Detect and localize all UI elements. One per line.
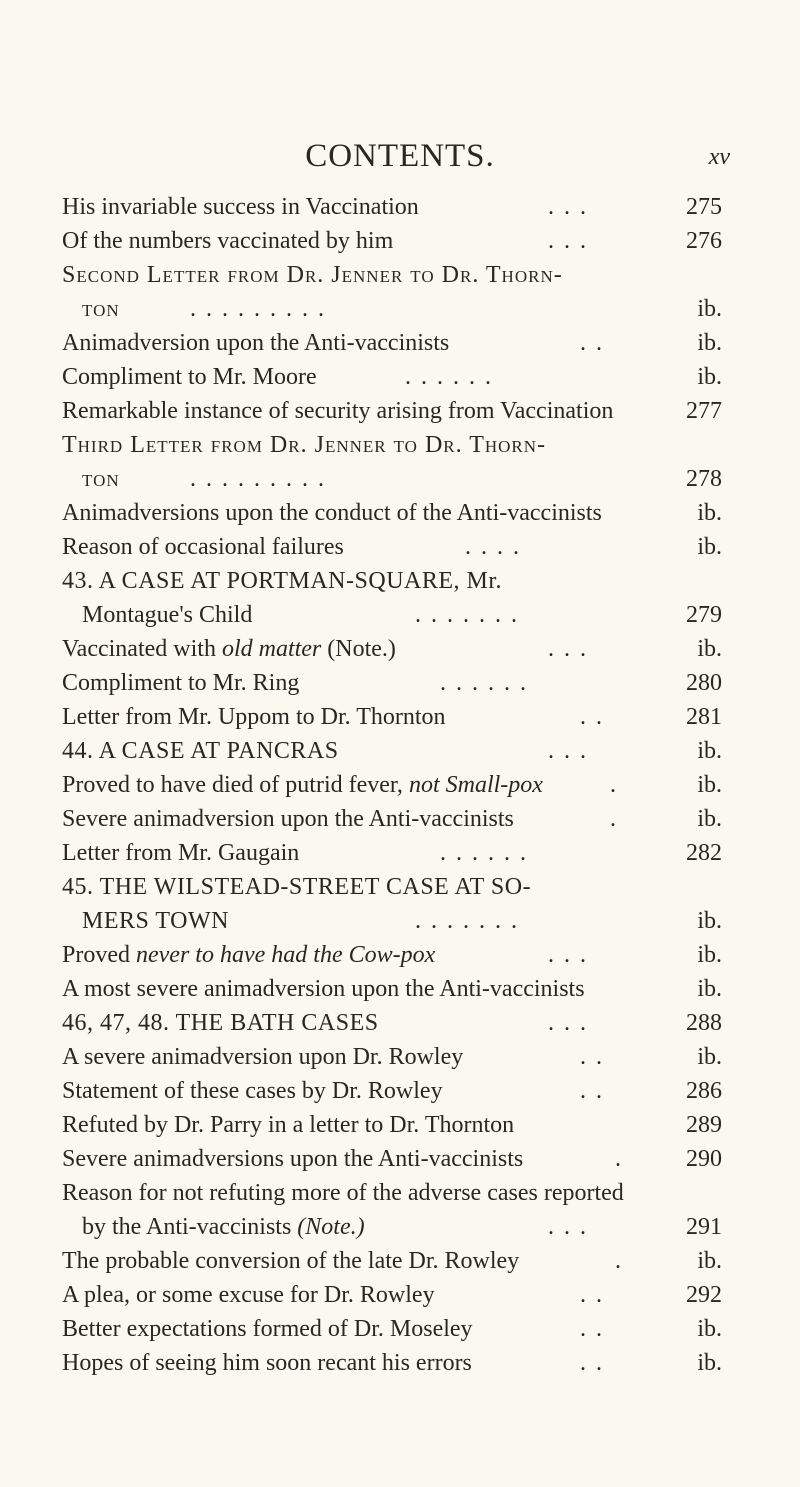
entry-page: 281 — [686, 704, 722, 730]
contents-entry — [0, 1074, 800, 1108]
leader-dots: . . . — [548, 738, 588, 764]
entry-text-italic: not Small-pox — [408, 772, 543, 798]
leader-dots: . — [615, 1248, 623, 1274]
contents-entry — [0, 292, 800, 326]
entry-text: Third Letter from Dr. Jenner to Dr. Thorn- — [62, 432, 547, 458]
entry-text: Compliment to Mr. Ring — [62, 670, 300, 696]
entry-page: 289 — [686, 1112, 722, 1138]
entry-text-part: Vaccinated with — [62, 636, 222, 662]
entry-page: ib. — [697, 772, 722, 798]
leader-dots: . . . — [548, 942, 588, 968]
entry-text-part: Proved to have died of putrid fever, — [62, 772, 409, 798]
entry-page: 288 — [686, 1010, 722, 1036]
entry-page: ib. — [697, 908, 722, 934]
contents-entry — [0, 1244, 800, 1278]
leader-dots: . . — [580, 704, 604, 730]
entry-page: 275 — [686, 194, 722, 220]
contents-entry — [0, 768, 800, 802]
leader-dots: . . . — [548, 228, 588, 254]
contents-entry — [0, 190, 800, 224]
entry-text: Statement of these cases by Dr. Rowley — [62, 1078, 443, 1104]
contents-entry — [0, 258, 800, 292]
entry-text — [62, 938, 435, 972]
contents-entry — [0, 802, 800, 836]
leader-dots: . . — [580, 1282, 604, 1308]
entry-text: MERS TOWN — [82, 908, 229, 934]
contents-entry — [0, 394, 800, 428]
entry-text-italic: never to have had the Cow-pox — [136, 942, 436, 968]
leader-dots: . . — [580, 330, 604, 356]
leader-dots: . . . . . . . — [415, 908, 519, 934]
entry-text: A plea, or some excuse for Dr. Rowley — [62, 1282, 435, 1308]
entry-page: ib. — [697, 738, 722, 764]
entry-page: 278 — [686, 466, 722, 492]
entry-text: Animadversion upon the Anti-vaccinists — [62, 330, 450, 356]
contents-entry — [0, 632, 800, 666]
leader-dots: . . . . . . — [440, 840, 528, 866]
leader-dots: . . . . . . — [405, 364, 493, 390]
entry-text: Letter from Mr. Uppom to Dr. Thornton — [62, 704, 446, 730]
entry-text: A most severe animadversion upon the Anti-vaccinists — [62, 976, 585, 1002]
entry-text: Animadversions upon the conduct of the Anti-vaccinists — [62, 500, 602, 526]
contents-entry — [0, 1210, 800, 1244]
leader-dots: . . . . — [465, 534, 521, 560]
leader-dots: . . . . . . — [440, 670, 528, 696]
entry-page: ib. — [697, 1248, 722, 1274]
entry-text: The probable conversion of the late Dr. Rowley — [62, 1248, 520, 1274]
entry-page: 286 — [686, 1078, 722, 1104]
entry-page: ib. — [697, 364, 722, 390]
contents-entry — [0, 870, 800, 904]
contents-entry — [0, 428, 800, 462]
contents-entry — [0, 326, 800, 360]
entry-text: ton — [82, 296, 120, 322]
contents-entry — [0, 1312, 800, 1346]
entry-text: 44. A CASE AT PANCRAS — [62, 738, 339, 764]
entry-text-part: Proved — [62, 942, 136, 968]
entry-text: Compliment to Mr. Moore — [62, 364, 317, 390]
leader-dots: . . — [580, 1044, 604, 1070]
contents-entry — [0, 360, 800, 394]
entry-page: 291 — [686, 1214, 722, 1240]
contents-entry — [0, 938, 800, 972]
entry-text: Of the numbers vaccinated by him — [62, 228, 394, 254]
entry-text: Hopes of seeing him soon recant his errors — [62, 1350, 472, 1376]
leader-dots: . . . — [548, 636, 588, 662]
contents-entry — [0, 836, 800, 870]
entry-text: Severe animadversion upon the Anti-vaccinists — [62, 806, 514, 832]
contents-entry — [0, 1040, 800, 1074]
entry-page: 282 — [686, 840, 722, 866]
page-number: xv — [708, 144, 730, 170]
entry-text: 45. THE WILSTEAD-STREET CASE AT SO- — [62, 874, 532, 900]
entry-text: Severe animadversions upon the Anti-vaccinists — [62, 1146, 524, 1172]
entry-text: Montague's Child — [82, 602, 253, 628]
entry-text: Refuted by Dr. Parry in a letter to Dr. Thornton — [62, 1112, 515, 1138]
leader-dots: . . — [580, 1316, 604, 1342]
contents-entry — [0, 1176, 800, 1210]
entry-page: ib. — [697, 500, 722, 526]
contents-entry — [0, 904, 800, 938]
entry-page: ib. — [697, 534, 722, 560]
leader-dots: . — [610, 772, 618, 798]
entry-text-italic: (Note.) — [297, 1214, 365, 1240]
entry-page: ib. — [697, 1316, 722, 1342]
entry-text-italic: old matter — [221, 636, 322, 662]
contents-entry — [0, 1108, 800, 1142]
entry-text-part: by the Anti-vaccinists — [82, 1214, 298, 1240]
entry-text: A severe animadversion upon Dr. Rowley — [62, 1044, 464, 1070]
entry-text: ton — [82, 466, 120, 492]
entry-page: 280 — [686, 670, 722, 696]
contents-entry — [0, 564, 800, 598]
entry-page: 292 — [686, 1282, 722, 1308]
entry-page: 290 — [686, 1146, 722, 1172]
entry-text: Second Letter from Dr. Jenner to Dr. Thorn- — [62, 262, 563, 288]
leader-dots: . — [610, 806, 618, 832]
entry-text-part: (Note.) — [321, 636, 396, 662]
contents-entry — [0, 700, 800, 734]
entry-text: Remarkable instance of security arising from Vaccination — [62, 398, 614, 424]
entry-text: His invariable success in Vaccination — [62, 194, 419, 220]
entry-page: ib. — [697, 1044, 722, 1070]
entry-text: Reason of occasional failures — [62, 534, 344, 560]
contents-entry — [0, 734, 800, 768]
entry-text — [62, 632, 396, 666]
entry-text: Letter from Mr. Gaugain — [62, 840, 300, 866]
contents-entry — [0, 1278, 800, 1312]
leader-dots: . . . — [548, 194, 588, 220]
leader-dots: . . . — [548, 1010, 588, 1036]
entry-page: 279 — [686, 602, 722, 628]
contents-entry — [0, 666, 800, 700]
entry-page: ib. — [697, 942, 722, 968]
contents-entry — [0, 598, 800, 632]
entry-page: ib. — [697, 976, 722, 1002]
page-header — [0, 138, 800, 178]
entry-text — [82, 1210, 365, 1244]
entry-page: ib. — [697, 1350, 722, 1376]
contents-entry — [0, 462, 800, 496]
leader-dots: . . — [580, 1078, 604, 1104]
contents-entry — [0, 224, 800, 258]
leader-dots: . . . . . . . — [415, 602, 519, 628]
leader-dots: . — [615, 1146, 623, 1172]
contents-entry — [0, 496, 800, 530]
entry-page: 277 — [686, 398, 722, 424]
entry-text — [62, 768, 543, 802]
leader-dots: . . . . . . . . . — [190, 466, 326, 492]
contents-entry — [0, 972, 800, 1006]
leader-dots: . . . . . . . . . — [190, 296, 326, 322]
entry-text: 43. A CASE AT PORTMAN-SQUARE, Mr. — [62, 568, 503, 594]
contents-entry — [0, 1142, 800, 1176]
entry-text: Reason for not refuting more of the adverse cases reported — [62, 1180, 624, 1206]
page-title: CONTENTS. — [305, 138, 495, 174]
entry-text: 46, 47, 48. THE BATH CASES — [62, 1010, 379, 1036]
leader-dots: . . . — [548, 1214, 588, 1240]
entry-page: ib. — [697, 806, 722, 832]
entry-page: 276 — [686, 228, 722, 254]
entry-text: Better expectations formed of Dr. Moseley — [62, 1316, 473, 1342]
entry-page: ib. — [697, 296, 722, 322]
leader-dots: . . — [580, 1350, 604, 1376]
contents-entry — [0, 530, 800, 564]
contents-entry — [0, 1006, 800, 1040]
contents-entry — [0, 1346, 800, 1380]
entry-page: ib. — [697, 636, 722, 662]
entry-page: ib. — [697, 330, 722, 356]
